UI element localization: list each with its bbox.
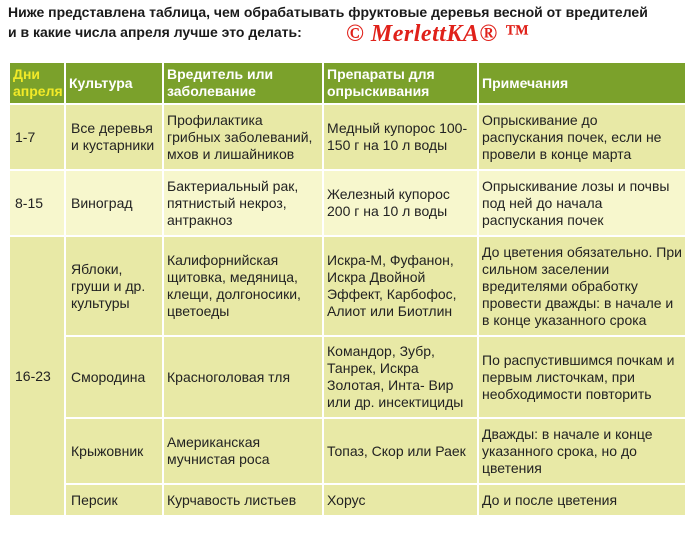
cell-notes: До цветения обязательно. При сильном заселении вредителями обработку провести дважды: в начале и в конце указанного срока	[478, 236, 685, 336]
table-row	[9, 336, 685, 418]
cell-day: 1-7	[9, 104, 65, 170]
cell-crop: Персик	[65, 484, 163, 516]
cell-crop: Крыжовник	[65, 418, 163, 484]
cell-pest: Профилактика грибных заболеваний, мхов и лишайников	[163, 104, 323, 170]
cell-day: 8-15	[9, 170, 65, 236]
cell-notes: Дважды: в начале и конце указанного срока, но до цветения	[478, 418, 685, 484]
cell-notes: Опрыскивание лозы и почвы под ней до начала распускания почек	[478, 170, 685, 236]
header-day: Дни апреля	[9, 62, 65, 104]
cell-crop: Смородина	[65, 336, 163, 418]
spraying-schedule-table	[8, 61, 685, 517]
intro-line-2: и в какие числа апреля лучше это делать:	[8, 24, 302, 40]
cell-pest: Калифорнийская щитовка, медяница, клещи, долгоносики, цветоеды	[163, 236, 323, 336]
cell-notes: До и после цветения	[478, 484, 685, 516]
header-notes: Примечания	[478, 62, 685, 104]
cell-pest: Курчавость листьев	[163, 484, 323, 516]
table-row	[9, 484, 685, 516]
copyright-watermark: © MerlettKA® ™	[346, 21, 529, 47]
intro-line-1: Ниже представлена таблица, чем обрабатывать фруктовые деревья весной от вредителей	[8, 4, 648, 20]
cell-crop: Все деревья и кустарники	[65, 104, 163, 170]
cell-notes: Опрыскивание до распускания почек, если не провели в конце марта	[478, 104, 685, 170]
cell-product: Железный купорос 200 г на 10 л воды	[323, 170, 478, 236]
header-crop: Культура	[65, 62, 163, 104]
table-row	[9, 236, 685, 336]
table-header-row	[9, 62, 685, 104]
cell-product: Искра-М, Фуфанон, Искра Двойной Эффект, Карбофос, Алиот или Биотлин	[323, 236, 478, 336]
table-row	[9, 170, 685, 236]
header-product: Препараты для опрыскивания	[323, 62, 478, 104]
cell-day: 16-23	[9, 236, 65, 516]
table-row	[9, 418, 685, 484]
cell-product: Командор, Зубр, Танрек, Искра Золотая, Инта- Вир или др. инсектициды	[323, 336, 478, 418]
cell-pest: Бактериальный рак, пятнистый некроз, антракноз	[163, 170, 323, 236]
cell-product: Топаз, Скор или Раек	[323, 418, 478, 484]
cell-pest: Красноголовая тля	[163, 336, 323, 418]
cell-pest: Американская мучнистая роса	[163, 418, 323, 484]
header-pest: Вредитель или заболевание	[163, 62, 323, 104]
cell-product: Хорус	[323, 484, 478, 516]
cell-product: Медный купорос 100-150 г на 10 л воды	[323, 104, 478, 170]
cell-crop: Виноград	[65, 170, 163, 236]
cell-crop: Яблоки, груши и др. культуры	[65, 236, 163, 336]
table-row	[9, 104, 685, 170]
cell-notes: По распустившимся почкам и первым листочкам, при необходимости повторить	[478, 336, 685, 418]
